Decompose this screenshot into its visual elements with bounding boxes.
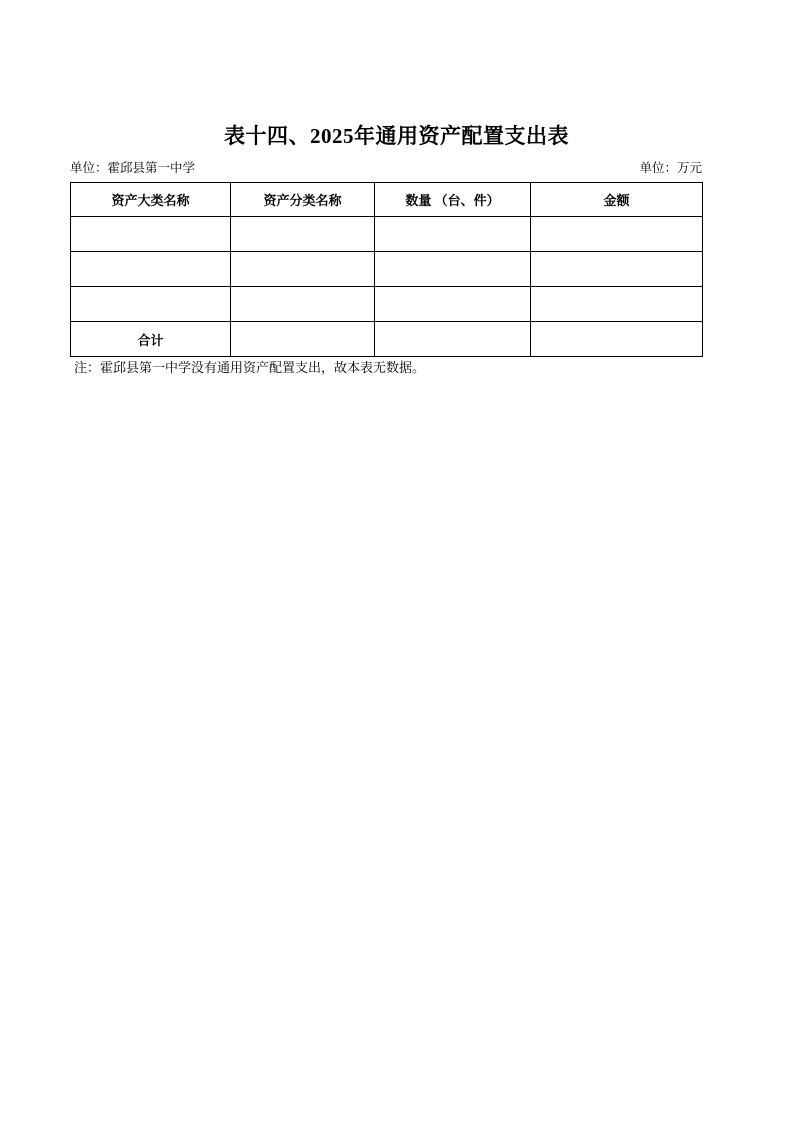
cell-quantity (375, 252, 531, 287)
cell-asset-category (71, 287, 231, 322)
column-header-asset-subcategory: 资产分类名称 (231, 183, 375, 217)
column-header-asset-category: 资产大类名称 (71, 183, 231, 217)
cell-asset-category (71, 217, 231, 252)
unit-amount-label: 单位：万元 (639, 161, 702, 175)
column-header-amount: 金额 (531, 183, 703, 217)
table-row (71, 287, 703, 322)
cell-total-quantity (375, 322, 531, 357)
table-row (71, 217, 703, 252)
cell-total-label: 合计 (71, 322, 231, 357)
table-body (71, 217, 703, 357)
cell-total-subcategory (231, 322, 375, 357)
cell-asset-category (71, 252, 231, 287)
cell-amount (531, 252, 703, 287)
page-title: 表十四、2025年通用资产配置支出表 (224, 124, 569, 148)
table-header-row (71, 183, 703, 217)
table-header (71, 183, 703, 217)
meta-row (70, 158, 702, 176)
table-row (71, 252, 703, 287)
cell-amount (531, 287, 703, 322)
asset-expenditure-table (70, 182, 703, 357)
cell-asset-subcategory (231, 252, 375, 287)
cell-total-amount (531, 322, 703, 357)
table-note: 注：霍邱县第一中学没有通用资产配置支出，故本表无数据。 (74, 360, 426, 375)
cell-asset-subcategory (231, 287, 375, 322)
column-header-quantity: 数量 （台、件） (375, 183, 531, 217)
table-total-row (71, 322, 703, 357)
cell-quantity (375, 217, 531, 252)
cell-amount (531, 217, 703, 252)
cell-quantity (375, 287, 531, 322)
cell-asset-subcategory (231, 217, 375, 252)
unit-organization-label: 单位：霍邱县第一中学 (70, 161, 196, 175)
